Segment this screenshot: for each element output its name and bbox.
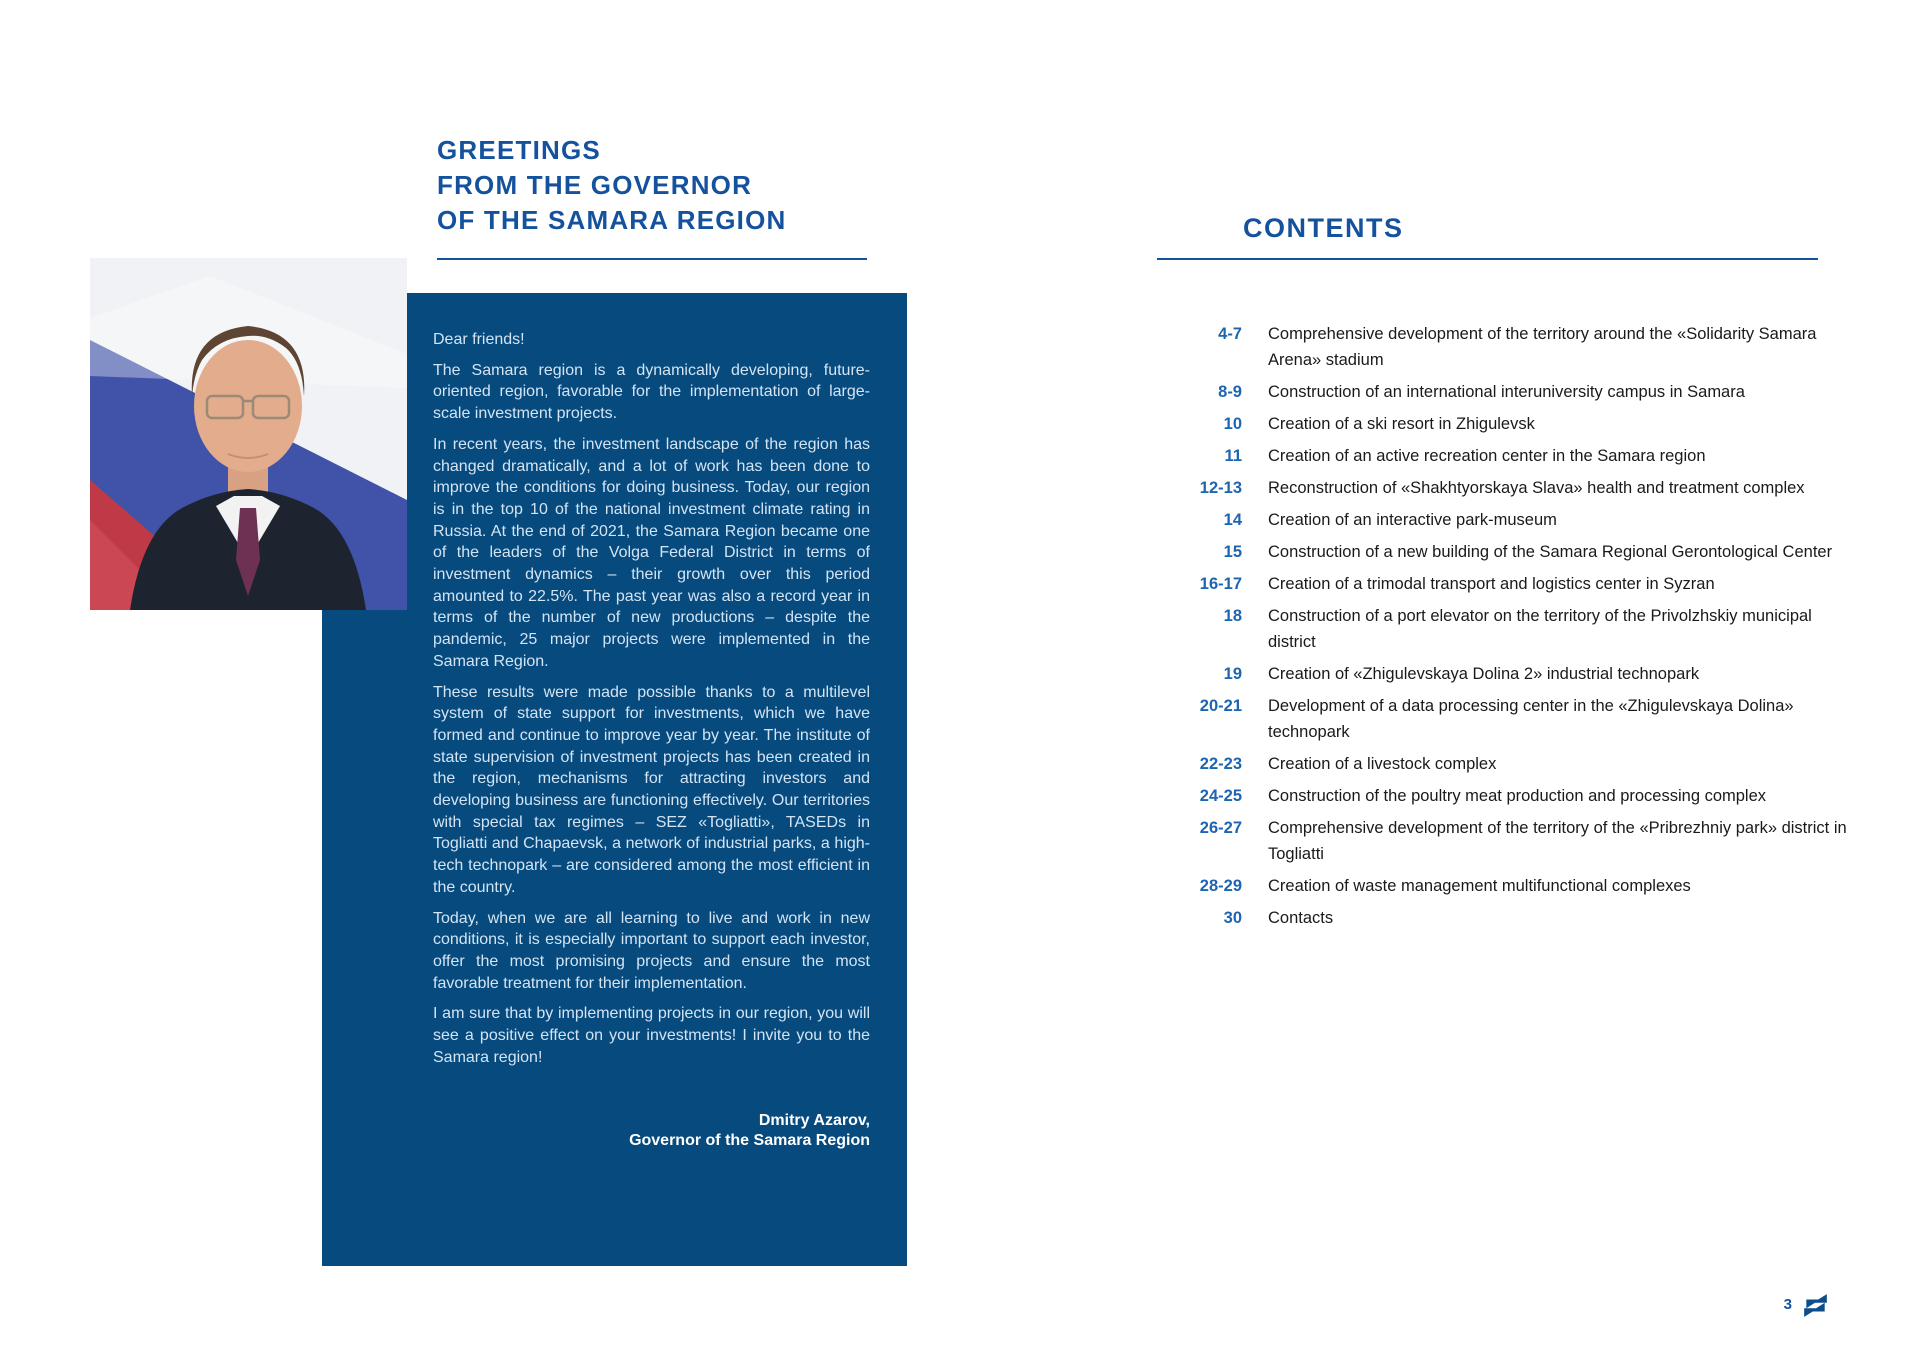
salutation: Dear friends! [433,331,525,348]
message-paragraph: The Samara region is a dynamically developing, future-oriented region, favorable for the implementation of large-scale investment projects. [433,361,870,423]
toc-entry [1150,661,1850,687]
toc-entry [1150,751,1850,777]
toc-entry-title: Comprehensive development of the territory of the «Pribrezhniy park» district in Togliatti [1268,819,1847,863]
signature-block [629,1111,870,1151]
toc-page-numbers: 24-25 [1199,787,1242,805]
toc-entry-title: Construction of a port elevator on the territory of the Privolzhskiy municipal district [1268,607,1812,651]
toc-entry [1150,539,1850,565]
toc-page-numbers: 22-23 [1199,755,1242,773]
toc-entry [1150,411,1850,437]
samara-region-logo-icon [1802,1292,1829,1319]
greetings-title-line-1: GREETINGS [437,135,601,165]
greetings-title-line-3: OF THE SAMARA REGION [437,205,787,235]
greetings-title [437,133,786,238]
toc-page-numbers: 14 [1223,511,1242,529]
toc-entry-title: Creation of a ski resort in Zhigulevsk [1268,415,1535,433]
governor-message-panel [322,293,907,1266]
toc-entry-title: Reconstruction of «Shakhtyorskaya Slava» health and treatment complex [1268,479,1805,497]
toc-entry-title: Creation of an interactive park-museum [1268,511,1557,529]
toc-page-numbers: 4-7 [1218,325,1242,343]
toc-entry [1150,475,1850,501]
toc-entry-title: Creation of a trimodal transport and logistics center in Syzran [1268,575,1715,593]
toc-entry [1150,507,1850,533]
toc-page-numbers: 8-9 [1218,383,1242,401]
toc-entry-title: Construction of a new building of the Samara Regional Gerontological Center [1268,543,1833,561]
contents-divider [1157,258,1818,260]
toc-page-numbers: 30 [1223,909,1242,927]
page-number: 3 [1783,1296,1792,1313]
toc-entry-title: Comprehensive development of the territory around the «Solidarity Samara Arena» stadium [1268,325,1817,369]
toc-entry [1150,815,1850,867]
toc-entry [1150,693,1850,745]
toc-entry-title: Creation of waste management multifunctional complexes [1268,877,1691,895]
toc-entry-title: Creation of a livestock complex [1268,755,1497,773]
message-paragraph: I am sure that by implementing projects in our region, you will see a positive effect on your investments! I invite you to the Samara region! [433,1005,870,1066]
contents-heading: CONTENTS [1243,213,1404,243]
toc-entry [1150,873,1850,899]
toc-page-numbers: 20-21 [1199,697,1242,715]
toc-entry-title: Contacts [1268,909,1334,927]
toc-entry-title: Creation of «Zhigulevskaya Dolina 2» industrial technopark [1268,665,1700,683]
toc-entry [1150,783,1850,809]
table-of-contents [1150,321,1850,937]
signature-role: Governor of the Samara Region [629,1132,870,1149]
toc-page-numbers: 19 [1223,665,1242,683]
toc-page-numbers: 28-29 [1199,877,1242,895]
toc-entry [1150,571,1850,597]
message-paragraph: In recent years, the investment landscape of the region has changed dramatically, and a lot of work has been done to improve the conditions for doing business. Today, our region is in the top 10 of the national investment climate rating in Russia. At the end of 2021, the Samara Region became one of the leaders of the Volga Federal District in terms of investment dynamics – their growth over this period amounted to 22.5%. The past year was also a record year in terms of the number of new productions – despite the pandemic, 25 major projects were implemented in the Samara Region. [433,435,870,670]
toc-entry [1150,603,1850,655]
toc-page-numbers: 16-17 [1199,575,1242,593]
governor-portrait-photo [90,258,407,610]
toc-page-numbers: 26-27 [1199,819,1242,837]
toc-entry [1150,321,1850,373]
toc-entry-title: Construction of the poultry meat production and processing complex [1268,787,1767,805]
toc-entry [1150,905,1850,931]
toc-page-numbers: 15 [1223,543,1242,561]
toc-page-numbers: 18 [1223,607,1242,625]
toc-page-numbers: 11 [1224,447,1242,465]
toc-entry [1150,443,1850,469]
greetings-title-line-2: FROM THE GOVERNOR [437,170,753,200]
toc-entry [1150,379,1850,405]
toc-entry-title: Creation of an active recreation center in the Samara region [1268,447,1706,465]
toc-entry-title: Construction of an international interuniversity campus in Samara [1268,383,1745,401]
signature-name: Dmitry Azarov, [758,1112,870,1129]
message-paragraph: Today, when we are all learning to live and work in new conditions, it is especially important to support each investor, offer the most promising projects and ensure the most favorable treatment for their implementation. [433,909,870,992]
toc-page-numbers: 10 [1223,415,1242,433]
toc-entry-title: Development of a data processing center in the «Zhigulevskaya Dolina» technopark [1268,697,1794,741]
message-paragraph: These results were made possible thanks to a multilevel system of state support for investments, which we have formed and continue to improve year by year. The institute of state supervision of investment projects has been created in the region, mechanisms for attracting investors and developing business are functioning effectively. Our territories with special tax regimes – SEZ «Togliatti», TASEDs in Togliatti and Chapaevsk, a network of industrial parks, a high-tech technopark – are considered among the most efficient in the country. [433,683,870,896]
toc-page-numbers: 12-13 [1199,479,1242,497]
governor-message-text [322,293,907,1078]
greetings-title-divider [437,258,867,260]
